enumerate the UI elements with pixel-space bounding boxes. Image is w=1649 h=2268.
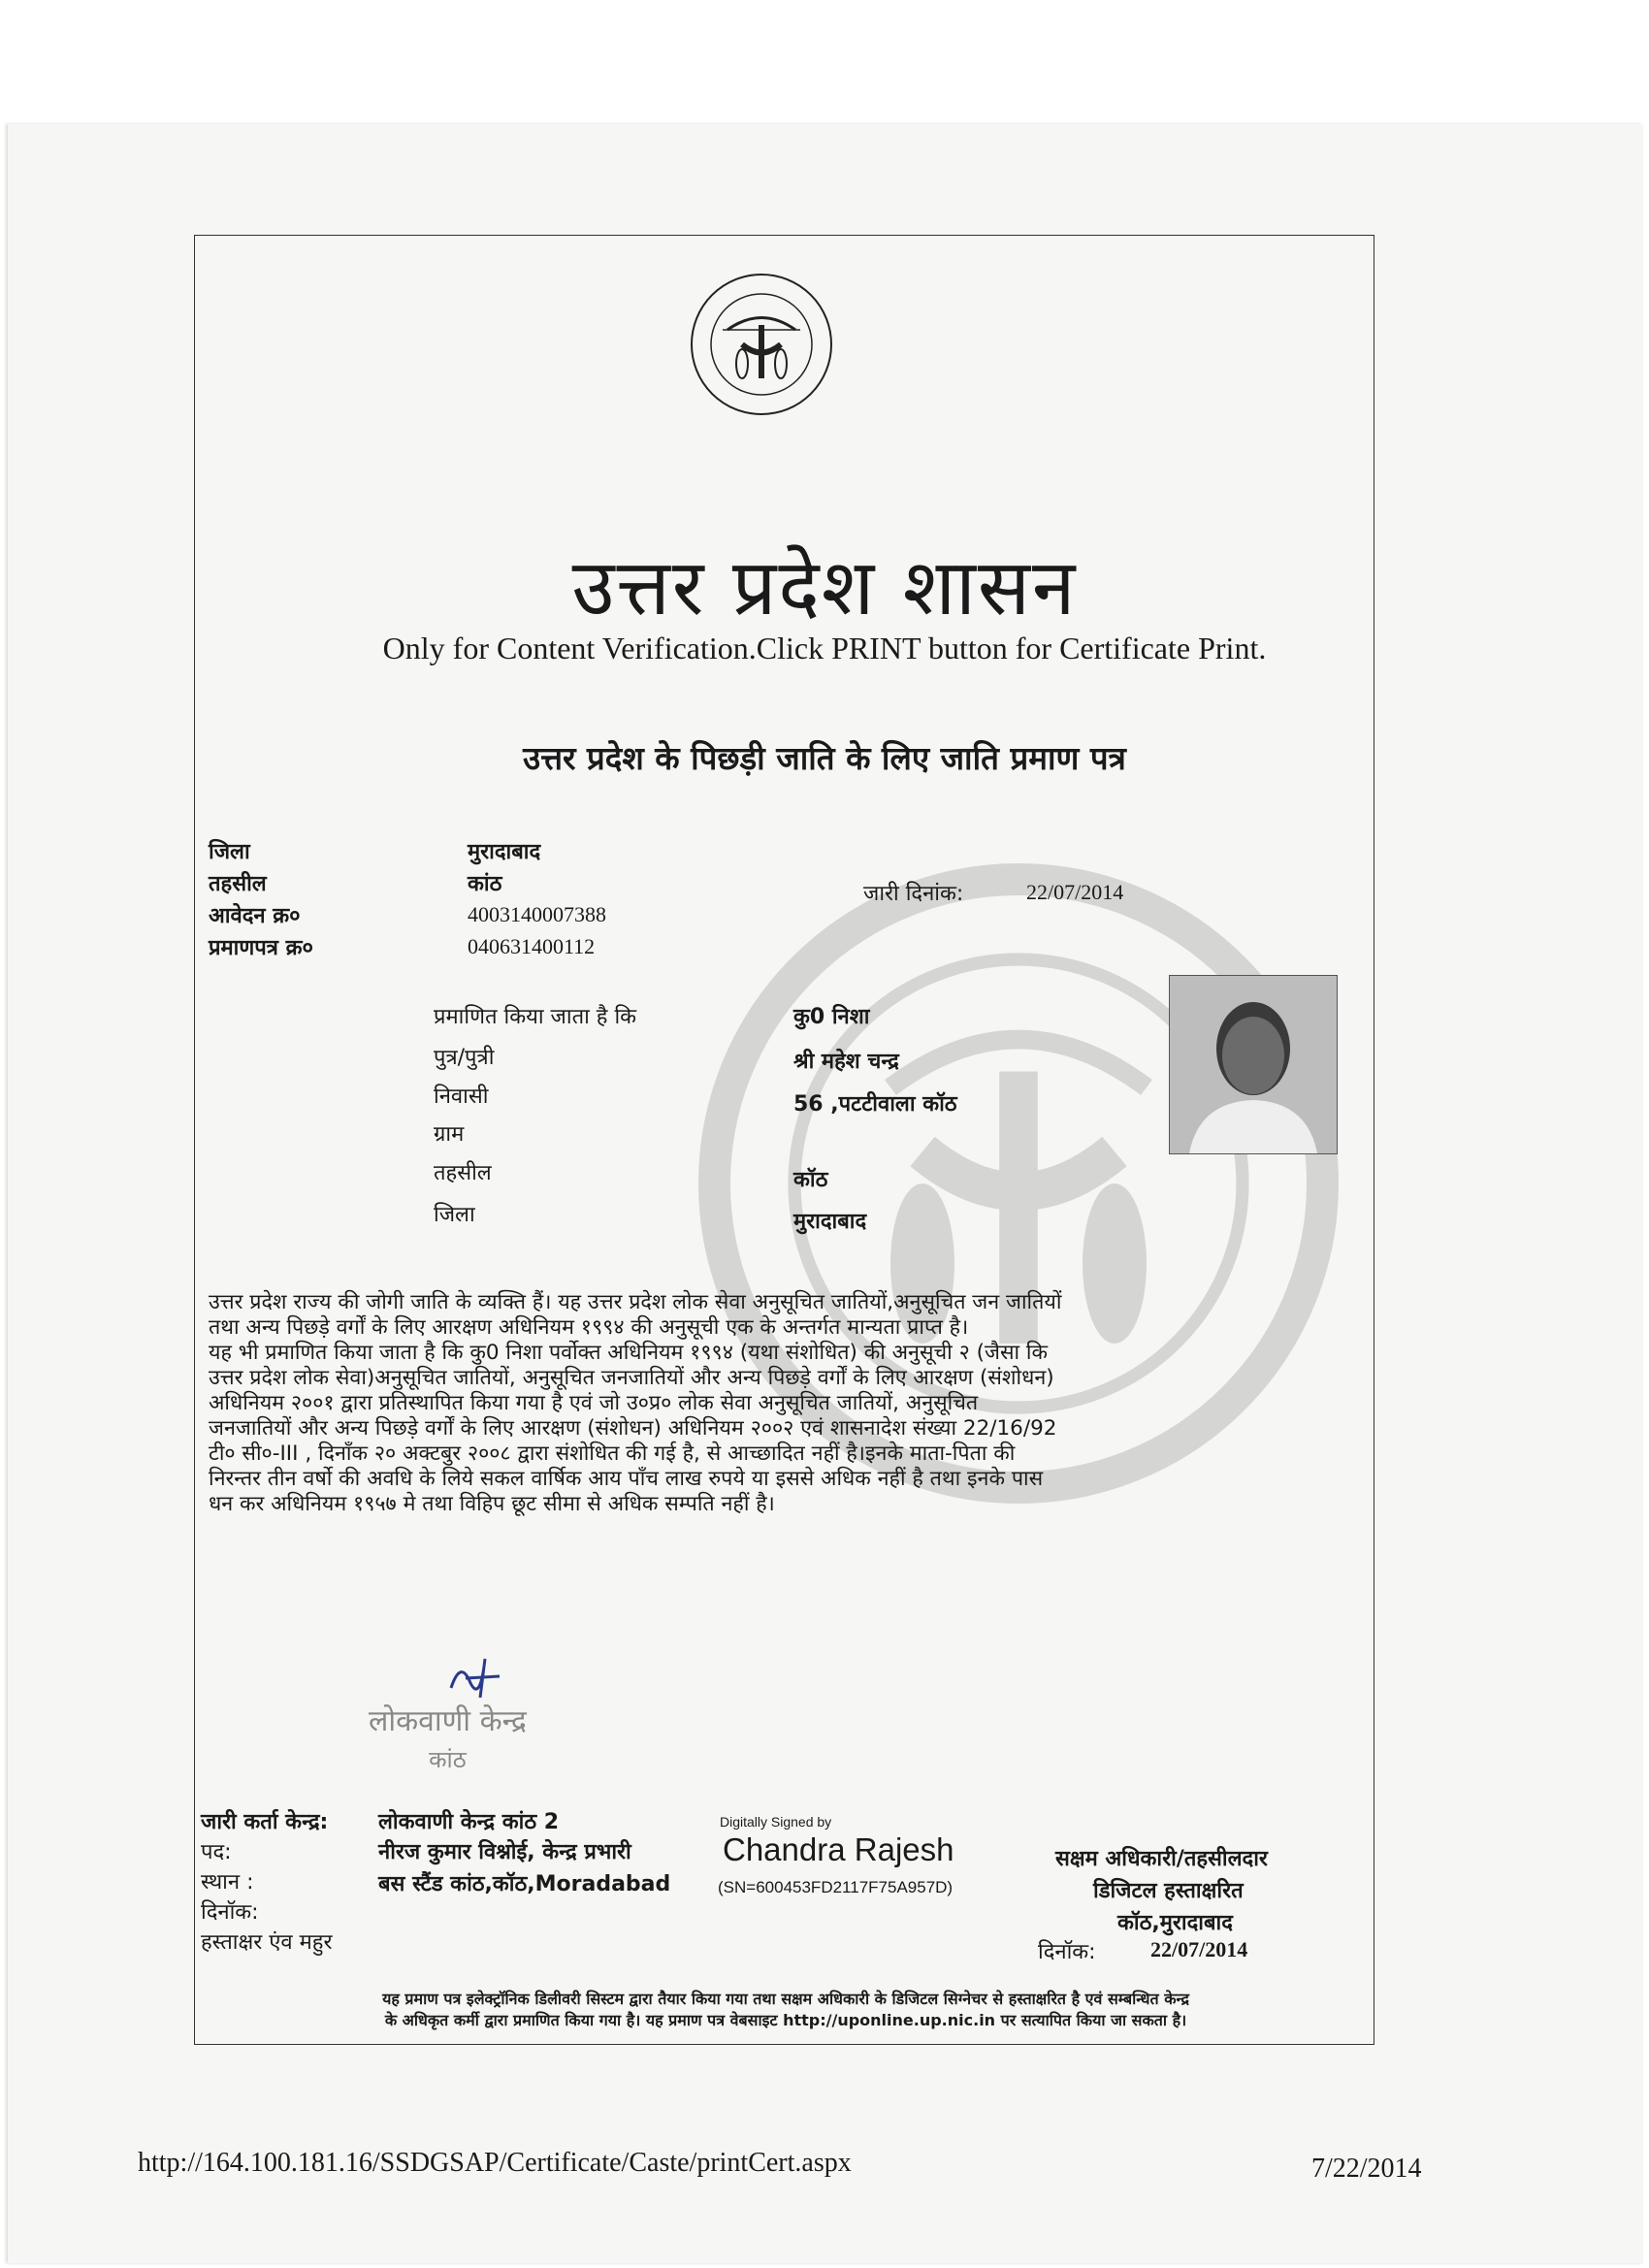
authority-date-label: दिनॉक: [1038, 1940, 1096, 1964]
issuer-date-label: दिनॉक: [201, 1900, 259, 1925]
resident-address: 56 ,पटटीवाला कॉठ [793, 1092, 957, 1117]
digital-sign-serial: (SN=600453FD2117F75A957D) [718, 1878, 954, 1896]
document-title: उत्तर प्रदेश शासन [571, 542, 1078, 632]
body-line: टी० सी०-III , दिनाँक २० अक्टबुर २००८ द्वारा संशोधित की गई है, से आच्छादित नहीं है।इनके माता-पिता की [209, 1442, 1016, 1466]
authority-location: कॉठ,मुरादाबाद [1117, 1911, 1233, 1935]
issue-date-value: 22/07/2014 [1026, 880, 1124, 904]
authority-digital-signed: डिजिटल हस्ताक्षरित [1093, 1879, 1244, 1903]
handwritten-signature-icon [441, 1639, 519, 1707]
footer-note [209, 1989, 1363, 2031]
digital-sign-caption: Digitally Signed by [720, 1814, 832, 1830]
body-line: निरन्तर तीन वर्षो की अवधि के लिये सकल वार्षिक आय पाँच लाख रुपये या इससे अधिक नहीं है तथा इनके पास [209, 1467, 1044, 1491]
issuer-center-label: जारी कर्ता केन्द्र: [201, 1810, 329, 1834]
footer-note-line: के अधिकृत कर्मी द्वारा प्रमाणित किया गया है। यह प्रमाण पत्र वेबसाइट http://uponline.up.nic.in पर सत्यापित किया जा सकता है। [384, 2011, 1187, 2029]
digital-sign-name: Chandra Rajesh [723, 1831, 954, 1867]
issuer-post-value: नीरज कुमार विश्नोई, केन्द्र प्रभारी [378, 1840, 631, 1864]
district-value: मुरादाबाद [468, 840, 541, 864]
person-tehsil-value: कॉठ [793, 1168, 828, 1192]
parent-name: श्री महेश चन्द्र [793, 1050, 899, 1074]
authority-date-value: 22/07/2014 [1150, 1937, 1248, 1961]
issuer-center-value: लोकवाणी केन्द्र कांठ 2 [378, 1810, 560, 1834]
print-url: http://164.100.181.16/SSDGSAP/Certificate/Caste/printCert.aspx [138, 2148, 852, 2178]
certificate-body [209, 1290, 1363, 1517]
body-line: धन कर अधिनियम १९५७ मे तथा विहिप छूट सीमा से अधिक सम्पति नहीं है। [209, 1492, 775, 1516]
certificate-no-label: प्रमाणपत्र क्र० [209, 936, 313, 960]
body-line: यह भी प्रमाणित किया जाता है कि कु0 निशा पर्वोक्त अधिनियम १९९४ (यथा संशोधित) की अनुसूची २ (जैसा कि [209, 1341, 1048, 1365]
issuer-sign-label: हस्ताक्षर एंव महुर [201, 1930, 333, 1955]
authority-title: सक्षम अधिकारी/तहसीलदार [1055, 1847, 1268, 1871]
issuer-place-label: स्थान : [201, 1870, 254, 1895]
issuer-place-value: बस स्टैंड कांठ,कॉठ,Moradabad [378, 1872, 671, 1896]
certificate-heading: उत्तर प्रदेश के पिछड़ी जाति के लिए जाति प्रमाण पत्र [523, 739, 1126, 777]
village-label: ग्राम [434, 1122, 465, 1147]
issue-date-label: जारी दिनांक: [863, 882, 964, 906]
stamp-line-1: लोकवाणी केन्द्र [369, 1704, 527, 1738]
person-name: कु0 निशा [793, 1005, 870, 1029]
footer-note-line: यह प्रमाण पत्र इलेक्ट्रॉनिक डिलीवरी सिस्टम द्वारा तैयार किया गया तथा सक्षम अधिकारी के डिजिटल सिग्नेचर से हस्ताक्षरित है एवं सम्बन्धित केन्द्र [382, 1990, 1189, 2008]
tehsil-label: तहसील [209, 872, 267, 896]
body-line: तथा अन्य पिछड़े वर्गों के लिए आरक्षण अधिनियम १९९४ की अनुसूची एक के अन्तर्गत मान्यता प्राप्त है। [209, 1315, 969, 1340]
certified-label: प्रमाणित किया जाता है कि [434, 1005, 637, 1029]
applicant-photo [1169, 975, 1338, 1154]
son-daughter-label: पुत्र/पुत्री [434, 1046, 495, 1070]
body-line: उत्तर प्रदेश राज्य की जोगी जाति के व्यक्ति हैं। यह उत्तर प्रदेश लोक सेवा अनुसूचित जातियों,अनुसूचित जन जातियों [209, 1290, 1062, 1314]
stamp-line-2: कांठ [429, 1746, 467, 1773]
application-no-value: 4003140007388 [468, 902, 606, 926]
district-label: जिला [209, 840, 250, 864]
certificate-no-value: 040631400112 [468, 934, 596, 958]
issuer-post-label: पद: [201, 1840, 232, 1864]
verification-note: Only for Content Verification.Click PRINT button for Certificate Print. [382, 631, 1267, 665]
body-line: अधिनियम २००१ द्वारा प्रतिस्थापित किया गया है एवं जो उ०प्र० लोक सेवा अनुसूचित जातियों, अनुसूचित [209, 1391, 979, 1415]
center-stamp [369, 1700, 527, 1775]
up-government-emblem-icon [689, 272, 834, 417]
body-line: जनजातियों और अन्य पिछड़े वर्गों के लिए आरक्षण (संशोधन) अधिनियम २००२ एवं शासनादेश संख्या 22/16/92 [209, 1416, 1057, 1441]
person-district-label: जिला [434, 1203, 475, 1227]
body-line: उत्तर प्रदेश लोक सेवा)अनुसूचित जातियों, अनुसूचित जनजातियों और अन्य पिछड़े वर्गों के लिए आरक्षण (संशोधन) [209, 1366, 1054, 1390]
print-date: 7/22/2014 [1311, 2154, 1422, 2184]
person-district-value: मुरादाबाद [793, 1210, 867, 1234]
person-tehsil-label: तहसील [434, 1161, 492, 1185]
resident-label: निवासी [434, 1085, 489, 1109]
tehsil-value: कांठ [468, 872, 502, 896]
application-no-label: आवेदन क्र० [209, 904, 301, 928]
